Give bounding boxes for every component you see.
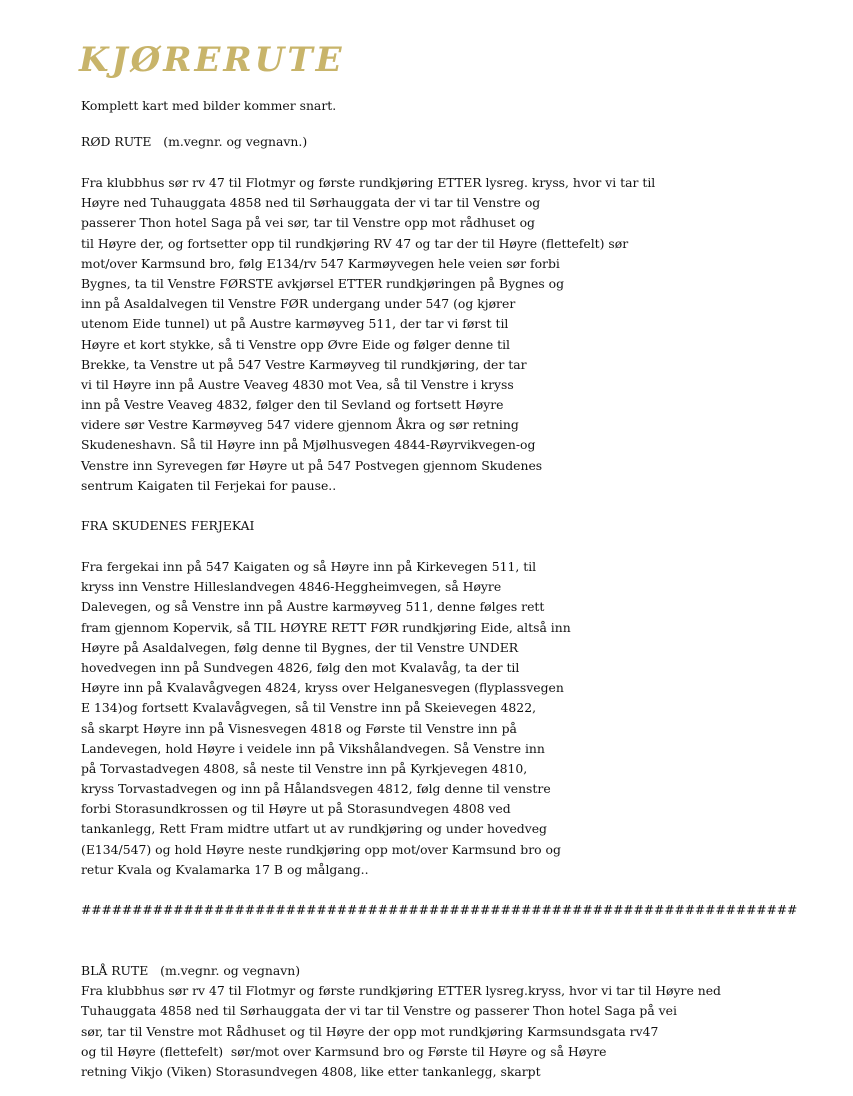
ferry-route-line: hovedvegen inn på Sundvegen 4826, følg den mot Kvalavåg, ta der til xyxy=(81,659,520,675)
blue-route-body xyxy=(81,961,721,1082)
blue-route-heading: BLÅ RUTE (m.vegnr. og vegnavn) xyxy=(81,963,301,978)
red-route-line: Fra klubbhus sør rv 47 til Flotmyr og første rundkjøring ETTER lysreg. kryss, hvor vi tar til xyxy=(81,175,656,190)
hash-separator: ###################################################################### xyxy=(81,902,798,917)
ferry-route-line: Høyre inn på Kvalavågvegen 4824, kryss over Helganesvegen (flyplassvegen xyxy=(81,680,564,696)
red-route-line: Høyre ned Tuhauggata 4858 ned til Sørhauggata der vi tar til Venstre og xyxy=(81,195,541,211)
red-route-line: Venstre inn Syrevegen før Høyre ut på 547 Postvegen gjennom Skudenes xyxy=(81,457,543,473)
page-title: KJØRERUTE xyxy=(79,40,345,80)
intro-text: Komplett kart med bilder kommer snart. xyxy=(81,98,337,113)
ferry-route-line: så skarpt Høyre inn på Visnesvegen 4818 og Første til Venstre inn på xyxy=(81,720,517,736)
blue-route-line: retning Vikjo (Viken) Storasundvegen 4808, like etter tankanlegg, skarpt xyxy=(81,1063,541,1079)
blue-route-line: og til Høyre (flettefelt) sør/mot over Karmsund bro og Første til Høyre og så Høyre xyxy=(81,1043,607,1059)
separator-block xyxy=(81,900,797,920)
red-route-line: passerer Thon hotel Saga på vei sør, tar til Venstre opp mot rådhuset og xyxy=(81,215,535,231)
blue-route-line: sør, tar til Venstre mot Rådhuset og til Høyre der opp mot rundkjøring Karmsundsgata rv47 xyxy=(81,1023,659,1039)
ferry-route-line: tankanlegg, Rett Fram midtre utfart ut av rundkjøring og under hovedveg xyxy=(81,821,547,837)
ferry-route-line: (E134/547) og hold Høyre neste rundkjøring opp mot/over Karmsund bro og xyxy=(81,841,561,857)
ferry-route-line: retur Kvala og Kvalamarka 17 B og målgang.. xyxy=(81,861,369,877)
ferry-route-line: på Torvastadvegen 4808, så neste til Venstre inn på Kyrkjevegen 4810, xyxy=(81,760,528,776)
ferry-route-line: E 134)og fortsett Kvalavågvegen, så til Venstre inn på Skeievegen 4822, xyxy=(81,700,537,716)
ferry-route-body xyxy=(81,557,571,880)
ferry-route-line: forbi Storasundkrossen og til Høyre ut på Storasundvegen 4808 ved xyxy=(81,801,511,817)
blue-route-line: Fra klubbhus sør rv 47 til Flotmyr og første rundkjøring ETTER lysreg.kryss, hvor vi tar til Høyre ned xyxy=(81,983,721,999)
red-route-heading-block xyxy=(81,132,307,152)
ferry-route-line: fram gjennom Kopervik, så TIL HØYRE RETT FØR rundkjøring Eide, altså inn xyxy=(81,619,571,635)
ferry-heading: FRA SKUDENES FERJEKAI xyxy=(81,518,255,533)
red-route-line: vi til Høyre inn på Austre Veaveg 4830 mot Vea, så til Venstre i kryss xyxy=(81,376,514,392)
ferry-route-line: kryss Torvastadvegen og inn på Hålandsvegen 4812, følg denne til venstre xyxy=(81,781,551,797)
ferry-route-line: Dalevegen, og så Venstre inn på Austre karmøyveg 511, denne følges rett xyxy=(81,599,545,615)
ferry-route-line: kryss inn Venstre Hilleslandvegen 4846-Heggheimvegen, så Høyre xyxy=(81,579,502,595)
ferry-heading-block xyxy=(81,516,254,536)
red-route-line: videre sør Vestre Karmøyveg 547 videre gjennom Åkra og sør retning xyxy=(81,417,519,433)
red-route-line: Skudeneshavn. Så til Høyre inn på Mjølhusvegen 4844-Røyrvikvegen-og xyxy=(81,437,536,453)
intro-block xyxy=(81,96,336,116)
red-route-line: sentrum Kaigaten til Ferjekai for pause.. xyxy=(81,477,337,493)
red-route-line: Høyre et kort stykke, så ti Venstre opp Øvre Eide og følger denne til xyxy=(81,336,510,352)
ferry-route-line: Høyre på Asaldalvegen, følg denne til Bygnes, der til Venstre UNDER xyxy=(81,639,519,655)
red-route-line: utenom Eide tunnel) ut på Austre karmøyveg 511, der tar vi først til xyxy=(81,316,509,332)
ferry-route-line: Landevegen, hold Høyre i veidele inn på Vikshålandvegen. Så Venstre inn xyxy=(81,740,545,756)
red-route-line: Bygnes, ta til Venstre FØRSTE avkjørsel ETTER rundkjøringen på Bygnes og xyxy=(81,275,565,291)
red-route-line: inn på Asaldalvegen til Venstre FØR undergang under 547 (og kjører xyxy=(81,296,516,312)
red-route-line: Brekke, ta Venstre ut på 547 Vestre Karmøyveg til rundkjøring, der tar xyxy=(81,356,527,372)
blue-route-line: Tuhauggata 4858 ned til Sørhauggata der vi tar til Venstre og passerer Thon hotel Saga på vei xyxy=(81,1003,677,1019)
red-route-line: mot/over Karmsund bro, følg E134/rv 547 Karmøyvegen hele veien sør forbi xyxy=(81,255,560,271)
red-route-line: til Høyre der, og fortsetter opp til rundkjøring RV 47 og tar der til Høyre (flettefelt) sør xyxy=(81,235,629,251)
red-route-heading: RØD RUTE (m.vegnr. og vegnavn.) xyxy=(81,134,308,149)
red-route-line: inn på Vestre Veaveg 4832, følger den til Sevland og fortsett Høyre xyxy=(81,397,504,413)
ferry-route-line: Fra fergekai inn på 547 Kaigaten og så Høyre inn på Kirkevegen 511, til xyxy=(81,559,537,574)
red-route-body xyxy=(81,173,655,496)
